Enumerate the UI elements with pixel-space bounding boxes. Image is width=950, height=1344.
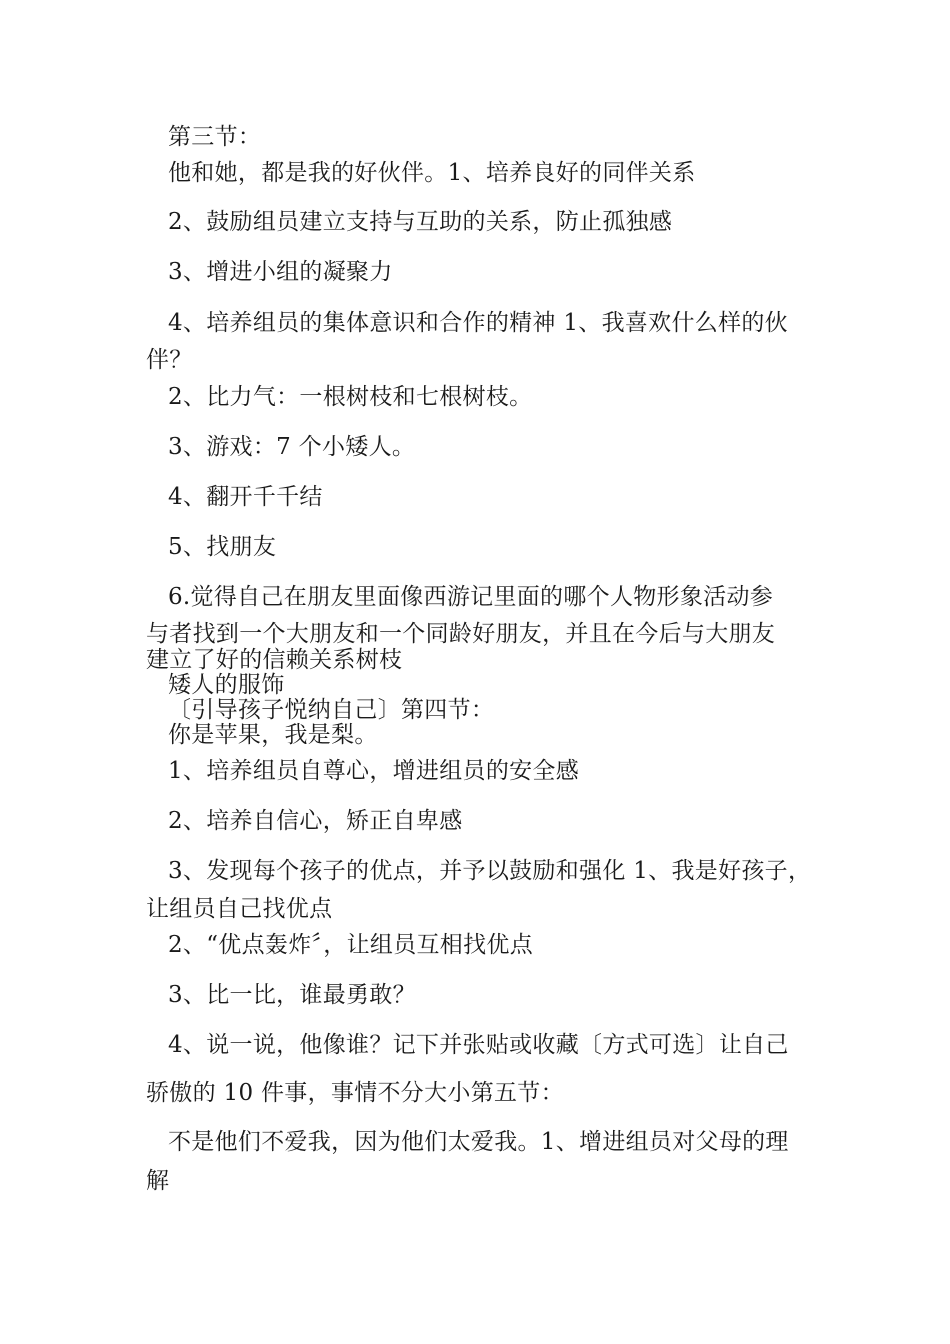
section-heading: 〔引导孩子悦纳自己〕第四节： [168, 697, 495, 723]
paragraph: 3、游戏：7 个小矮人。 [168, 434, 416, 460]
section-title: 他和她，都是我的好伙伴。1、培养良好的同伴关系 [168, 160, 696, 186]
paragraph: 6.觉得自己在朋友里面像西游记里面的哪个人物形象活动参 [168, 584, 774, 610]
paragraph-continuation: 伴？ [146, 347, 193, 373]
paragraph: 4、说一说，他像谁？记下并张贴或收藏〔方式可选〕让自己 [168, 1032, 789, 1058]
paragraph: 3、比一比，谁最勇敢？ [168, 982, 416, 1008]
paragraph-continuation: 解 [146, 1168, 170, 1194]
paragraph: 3、增进小组的凝聚力 [168, 259, 393, 285]
paragraph: 2、“优点轰炸〞，让组员互相找优点 [168, 932, 533, 958]
paragraph: 2、比力气：一根树枝和七根树枝。 [168, 384, 533, 410]
paragraph: 2、培养自信心，矫正自卑感 [168, 808, 463, 834]
paragraph-continuation: 让组员自己找优点 [146, 896, 333, 922]
paragraph-continuation: 建立了好的信赖关系树枝 [146, 647, 403, 673]
paragraph: 4、翻开千千结 [168, 484, 323, 510]
paragraph: 1、培养组员自尊心，增进组员的安全感 [168, 758, 580, 784]
paragraph: 2、鼓励组员建立支持与互助的关系，防止孤独感 [168, 209, 673, 235]
section-heading: 第三节： [168, 124, 262, 150]
section-title: 你是苹果，我是梨。 [168, 722, 378, 748]
paragraph-continuation: 骄傲的 10 件事，事情不分大小第五节： [146, 1080, 564, 1106]
paragraph: 4、培养组员的集体意识和合作的精神 1、我喜欢什么样的伙 [168, 310, 788, 336]
paragraph: 3、发现每个孩子的优点，并予以鼓励和强化 1、我是好孩子， [168, 858, 812, 884]
paragraph-continuation: 与者找到一个大朋友和一个同龄好朋友，并且在今后与大朋友 [146, 621, 776, 647]
paragraph: 5、找朋友 [168, 534, 277, 560]
paragraph: 不是他们不爱我，因为他们太爱我。1、增进组员对父母的理 [168, 1129, 789, 1155]
paragraph: 矮人的服饰 [168, 672, 285, 698]
